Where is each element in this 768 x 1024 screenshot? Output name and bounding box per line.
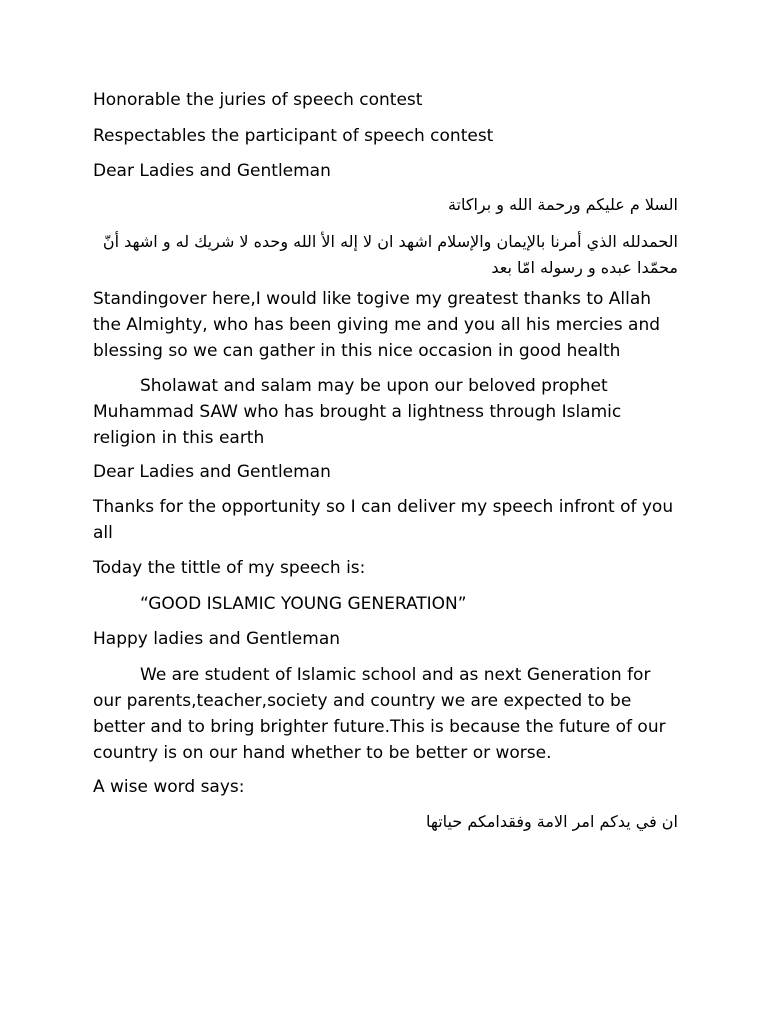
paragraph-title-intro: Today the tittle of my speech is: <box>93 558 366 578</box>
paragraph-generation: We are student of Islamic school and as next Generation for our parents,teacher,society and country we are expected to be better and to bring brighter future.This is because the future of our country is on our hand whether to be better or worse. <box>93 665 666 763</box>
arabic-greeting: السلا م عليكم ورحمة الله و براكاتة <box>447 195 678 214</box>
salutation-juries: Honorable the juries of speech contest <box>93 90 423 110</box>
paragraph-wise-word: A wise word says: <box>93 777 245 797</box>
paragraph-thanks-allah: Standingover here,I would like togive my greatest thanks to Allah the Almighty, who has been giving me and you all his mercies and blessing so we can gather in this nice occasion in good health <box>93 289 661 361</box>
salutation-happy: Happy ladies and Gentleman <box>93 629 341 649</box>
paragraph-sholawat: Sholawat and salam may be upon our beloved prophet Muhammad SAW who has brought a lightness through Islamic religion in this earth <box>93 376 622 448</box>
salutation-ladies-2: Dear Ladies and Gentleman <box>93 462 331 482</box>
speech-title: “GOOD ISLAMIC YOUNG GENERATION” <box>140 594 467 614</box>
arabic-opening: الحمدلله الذي أمرنا بالإيمان والإسلام اشهد ان لا إله الأ الله وحده لا شريك له و اشهد أنّ محمّدا عبده و رسوله امّا بعد <box>102 232 678 277</box>
salutation-participants: Respectables the participant of speech contest <box>93 126 494 146</box>
arabic-quote: ان في يدكم امر الامة وفقدامكم حياتها <box>425 812 678 831</box>
paragraph-opportunity: Thanks for the opportunity so I can deliver my speech infront of you all <box>93 497 674 543</box>
salutation-ladies: Dear Ladies and Gentleman <box>93 161 331 181</box>
